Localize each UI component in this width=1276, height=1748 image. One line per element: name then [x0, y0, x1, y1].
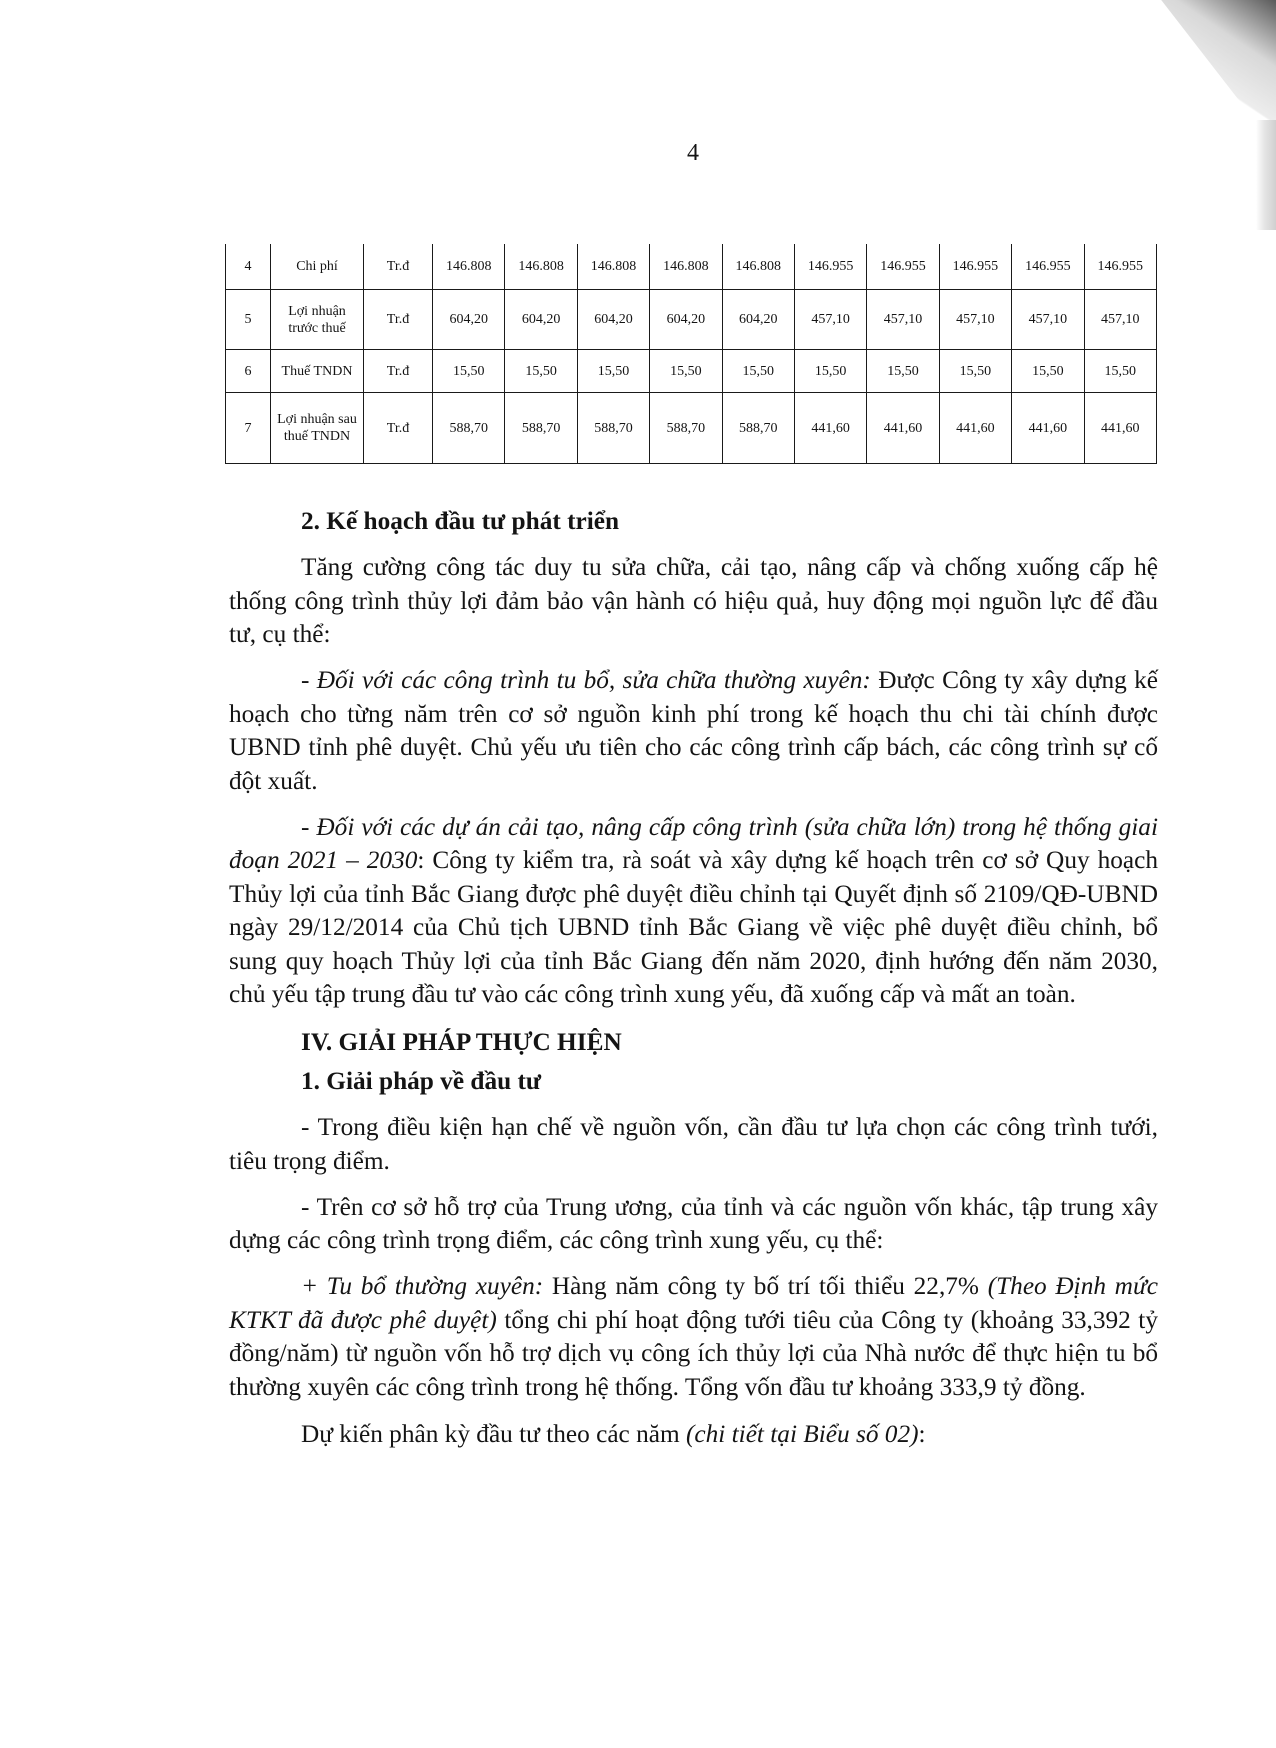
value-cell: 604,20: [577, 290, 649, 350]
value-cell: 457,10: [939, 290, 1011, 350]
value-cell: 588,70: [577, 393, 649, 464]
major-repair-lead: - Đối với các dự án cải tạo, nâng cấp công trình (sửa chữa lớn) trong hệ thống giai đoạn 2021 – 2030: [229, 812, 1158, 874]
value-cell: 441,60: [1084, 393, 1156, 464]
section-heading-investment-plan: 2. Kế hoạch đầu tư phát triển: [301, 507, 620, 535]
value-cell: 146.808: [505, 244, 577, 290]
value-cell: 441,60: [867, 393, 939, 464]
regular-maintenance-text-a: Hàng năm công ty bố trí tối thiểu 22,7%: [543, 1272, 988, 1300]
unit-cell: Tr.đ: [364, 350, 433, 393]
value-cell: 146.955: [867, 244, 939, 290]
regular-maintenance-note: (Theo Định mức KTKT đã được phê duyệt): [229, 1272, 1158, 1334]
document-body: [229, 505, 1158, 1464]
page-edge-shadow: [1256, 120, 1276, 230]
unit-cell: Tr.đ: [364, 244, 433, 290]
value-cell: 457,10: [1084, 290, 1156, 350]
value-cell: 588,70: [722, 393, 794, 464]
value-cell: 15,50: [794, 350, 866, 393]
paragraph-intro: Tăng cường công tác duy tu sửa chữa, cải tạo, nâng cấp và chống xuống cấp hệ thống công trình thủy lợi đảm bảo vận hành có hiệu quả, huy động mọi nguồn lực để đầu tư, cụ thể:: [229, 553, 1158, 648]
row-label-cell: Chi phí: [271, 244, 364, 290]
value-cell: 588,70: [650, 393, 722, 464]
page-corner-fold: [1136, 0, 1276, 130]
phasing-text: Dự kiến phân kỳ đầu tư theo các năm: [301, 1420, 686, 1448]
paragraph-limited-capital: - Trong điều kiện hạn chế về nguồn vốn, cần đầu tư lựa chọn các công trình tưới, tiêu trọng điểm.: [229, 1113, 1158, 1175]
value-cell: 441,60: [939, 393, 1011, 464]
financial-table: [225, 244, 1157, 464]
major-repair-body: : Công ty kiểm tra, rà soát và xây dựng kế hoạch trên cơ sở Quy hoạch Thủy lợi của tỉnh Bắc Giang được phê duyệt điều chỉnh tại Quyết định số 2109/QĐ-UBND ngày 29/12/2014 của Chủ tịch UBND tỉnh Bắc Giang về việc phê duyệt điều chỉnh, bổ sung quy hoạch Thủy lợi của tỉnh Bắc Giang đến năm 2020, định hướng đến năm 2030, chủ yếu tập trung đầu tư vào các công trình xung yếu, đã xuống cấp và mất an toàn.: [229, 846, 1159, 1008]
value-cell: 457,10: [867, 290, 939, 350]
row-number-cell: 4: [226, 244, 271, 290]
paragraph-central-support: - Trên cơ sở hỗ trợ của Trung ương, của tỉnh và các nguồn vốn khác, tập trung xây dựng các công trình trọng điểm, các công trình xung yếu, cụ thể:: [229, 1192, 1158, 1254]
value-cell: 15,50: [1012, 350, 1084, 393]
regular-maintenance-lead: + Tu bổ thường xuyên:: [301, 1272, 544, 1300]
value-cell: 15,50: [505, 350, 577, 393]
value-cell: 15,50: [1084, 350, 1156, 393]
paragraph-phasing: [229, 1418, 1158, 1452]
value-cell: 604,20: [722, 290, 794, 350]
phasing-reference: (chi tiết tại Biểu số 02): [685, 1420, 919, 1448]
value-cell: 15,50: [722, 350, 794, 393]
value-cell: 15,50: [939, 350, 1011, 393]
regular-repair-body: Được Công ty xây dựng kế hoạch cho từng năm trên cơ sở nguồn kinh phí trong kế hoạch thu chi tài chính được UBND tỉnh phê duyệt. Chủ yếu ưu tiên cho các công trình cấp bách, các công trình sự cố đột xuất.: [229, 666, 1158, 795]
value-cell: 15,50: [433, 350, 505, 393]
subsection-heading-investment-solutions: 1. Giải pháp về đầu tư: [301, 1067, 542, 1095]
value-cell: 604,20: [433, 290, 505, 350]
value-cell: 146.808: [722, 244, 794, 290]
value-cell: 441,60: [1012, 393, 1084, 464]
value-cell: 604,20: [650, 290, 722, 350]
value-cell: 15,50: [577, 350, 649, 393]
table-row: [226, 244, 1157, 290]
row-label-cell: Lợi nhuận sau thuế TNDN: [271, 393, 364, 464]
phasing-colon: :: [918, 1420, 926, 1448]
section-heading-solutions: IV. GIẢI PHÁP THỰC HIỆN: [301, 1027, 622, 1056]
row-number-cell: 5: [226, 290, 271, 350]
paragraph-regular-repair: [229, 664, 1158, 798]
table-row: [226, 350, 1157, 393]
value-cell: 441,60: [794, 393, 866, 464]
value-cell: 588,70: [505, 393, 577, 464]
page-number: 4: [687, 140, 699, 166]
row-number-cell: 6: [226, 350, 271, 393]
regular-maintenance-text-b: tổng chi phí hoạt động tưới tiêu của Công ty (khoảng 33,392 tỷ đồng/năm) từ nguồn vốn hỗ trợ dịch vụ công ích thủy lợi của Nhà nước để thực hiện tu bổ thường xuyên các công trình trong hệ thống. Tổng vốn đầu tư khoảng 333,9 tỷ đồng.: [229, 1305, 1158, 1401]
value-cell: 146.955: [794, 244, 866, 290]
row-label-cell: Lợi nhuận trước thuế: [271, 290, 364, 350]
value-cell: 15,50: [867, 350, 939, 393]
unit-cell: Tr.đ: [364, 290, 433, 350]
row-label-cell: Thuế TNDN: [271, 350, 364, 393]
table-row: [226, 393, 1157, 464]
value-cell: 146.808: [433, 244, 505, 290]
value-cell: 146.955: [1012, 244, 1084, 290]
value-cell: 457,10: [794, 290, 866, 350]
regular-repair-lead: - Đối với các công trình tu bổ, sửa chữa thường xuyên:: [301, 666, 871, 694]
value-cell: 146.808: [650, 244, 722, 290]
paragraph-major-repair: [229, 811, 1158, 1012]
value-cell: 146.808: [577, 244, 649, 290]
row-number-cell: 7: [226, 393, 271, 464]
unit-cell: Tr.đ: [364, 393, 433, 464]
paragraph-regular-maintenance: [229, 1270, 1158, 1404]
value-cell: 457,10: [1012, 290, 1084, 350]
table-row: [226, 290, 1157, 350]
value-cell: 588,70: [433, 393, 505, 464]
value-cell: 604,20: [505, 290, 577, 350]
value-cell: 146.955: [939, 244, 1011, 290]
value-cell: 15,50: [650, 350, 722, 393]
value-cell: 146.955: [1084, 244, 1156, 290]
